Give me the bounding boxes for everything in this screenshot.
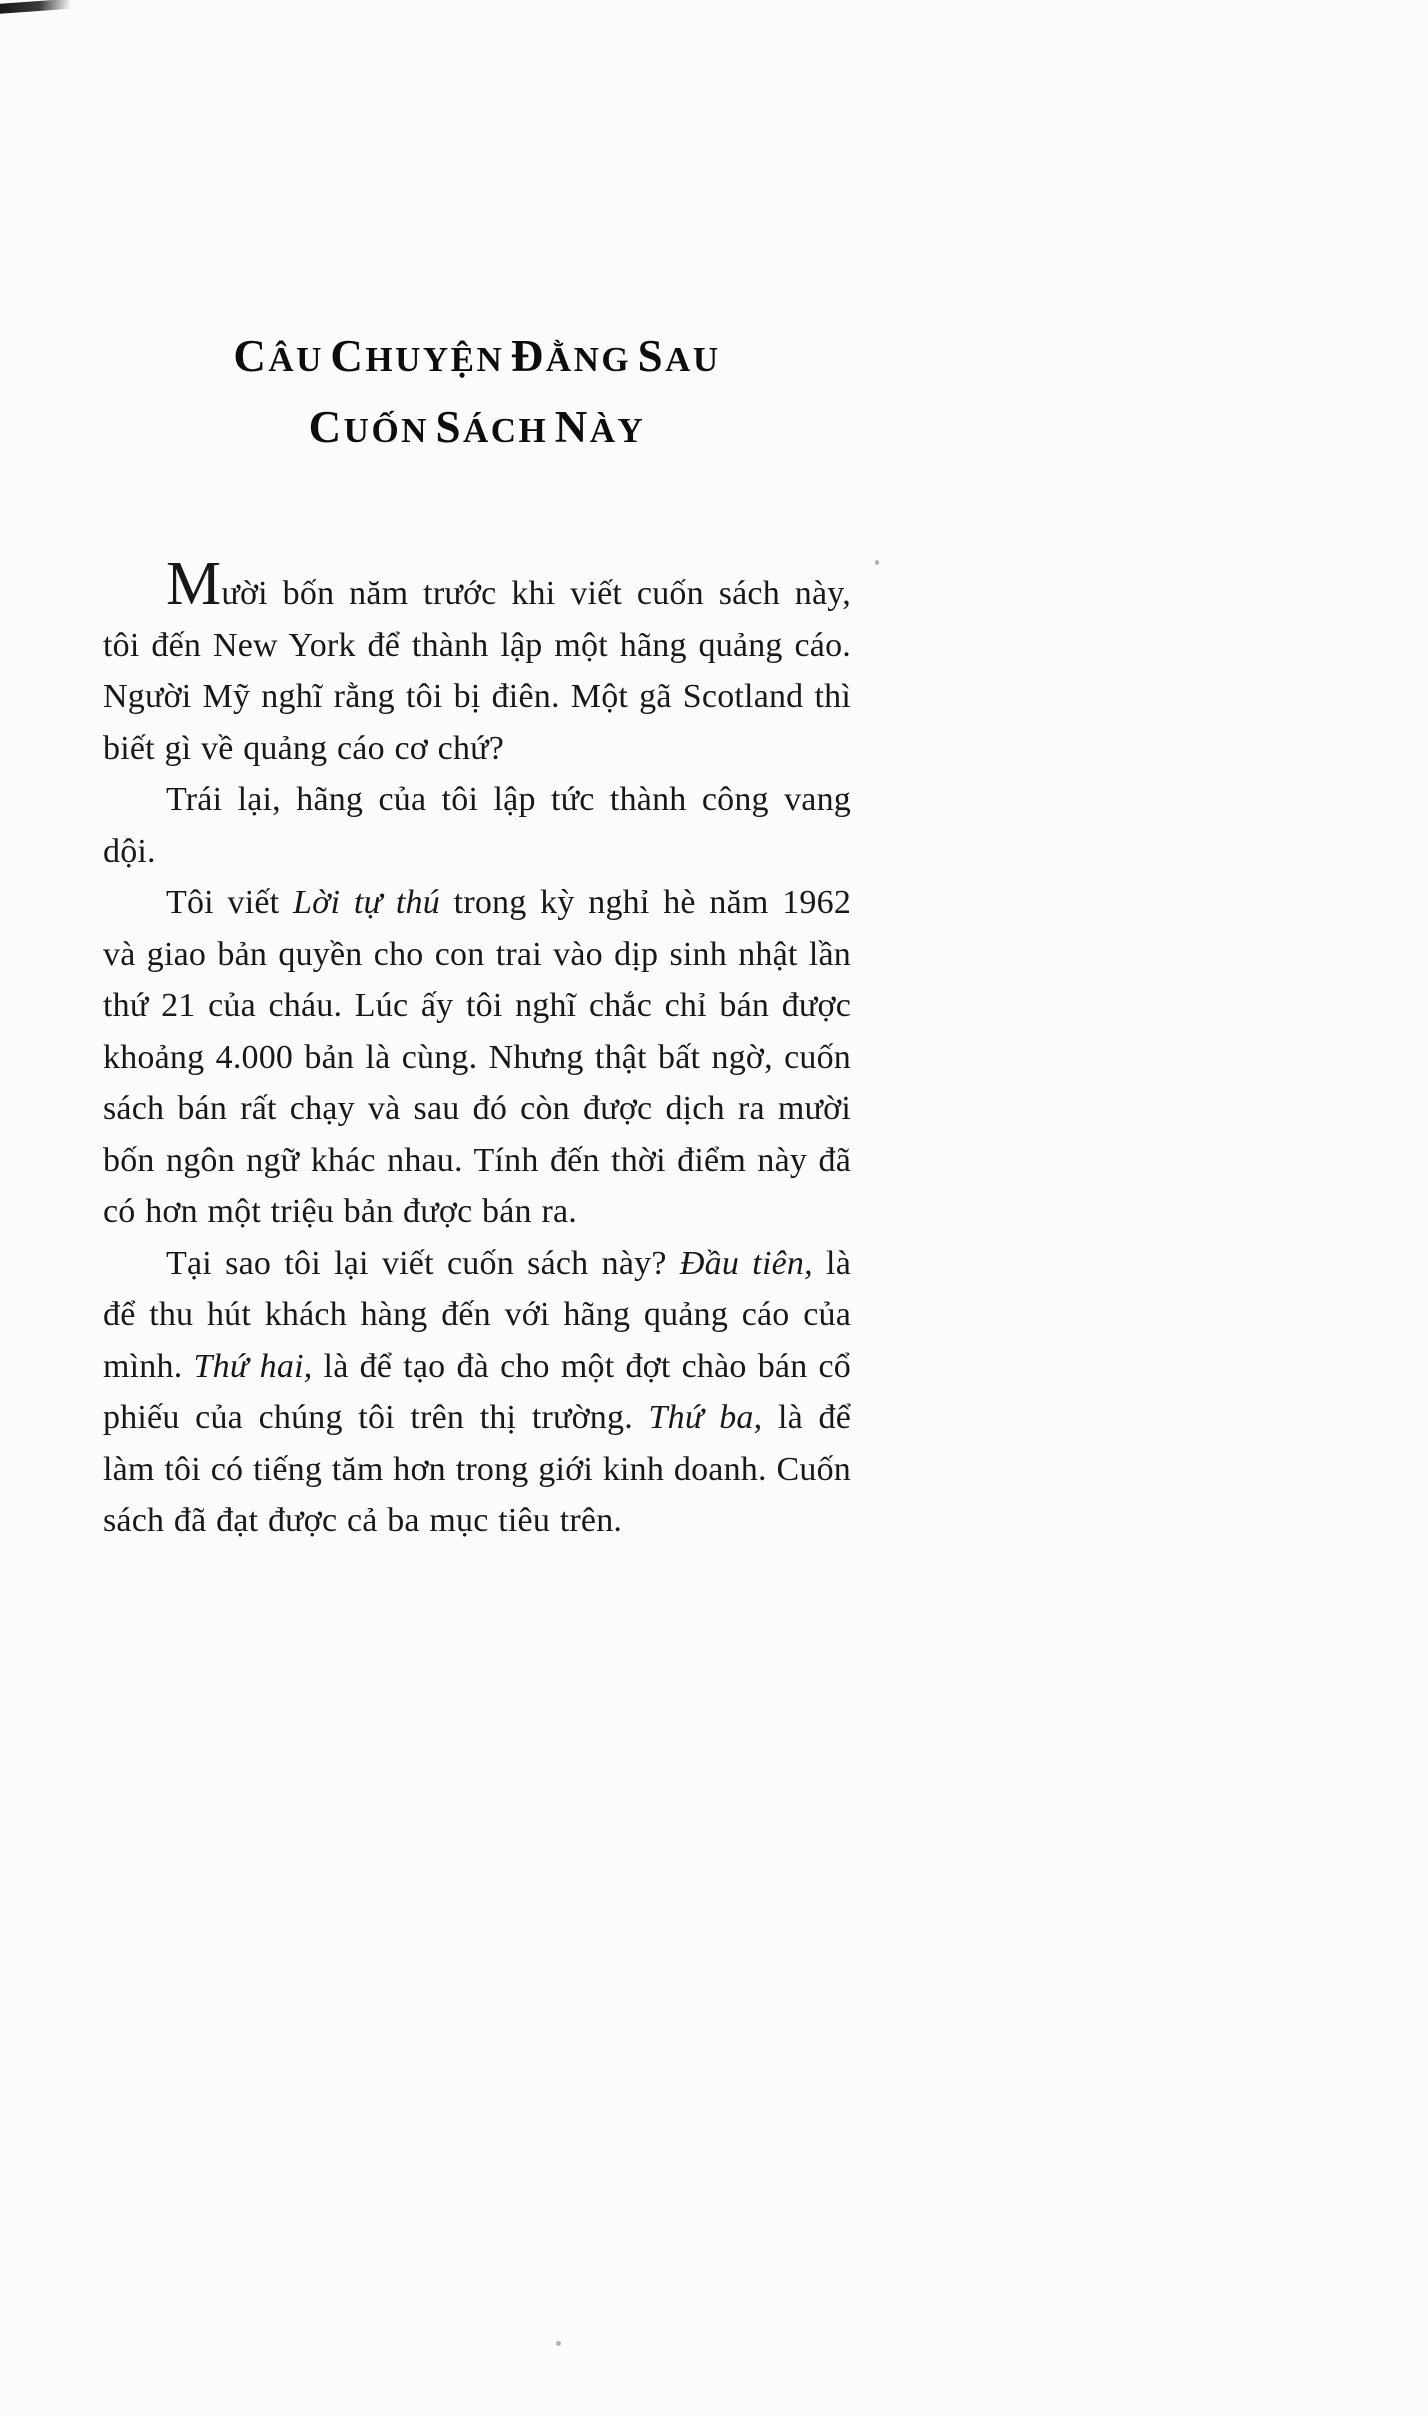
paragraph <box>103 550 851 774</box>
chapter-title <box>103 326 851 468</box>
chapter-title-line-1: CÂU CHUYỆN ĐẰNG SAU <box>233 331 721 381</box>
text-run: Trái lại, hãng của tôi lập tức thành công vang dội. <box>103 781 851 870</box>
paragraph <box>103 1238 851 1547</box>
chapter-title-line-2: CUỐN SÁCH NÀY <box>308 402 646 452</box>
body-text <box>103 550 852 1547</box>
text-run: Tôi viết <box>166 884 294 921</box>
text-run: là để thu hút khách hàng đến với hãng quảng cáo của mình. <box>103 1244 851 1385</box>
italic-phrase: Thứ ba, <box>648 1399 763 1436</box>
italic-phrase: Thứ hai, <box>193 1347 313 1385</box>
text-run: là để làm tôi có tiếng tăm hơn trong giới kinh doanh. Cuốn sách đã đạt được cả ba mục tiêu trên. <box>103 1399 851 1539</box>
text-run: trong kỳ nghỉ hè năm 1962 và giao bản quyền cho con trai vào dịp sinh nhật lần thứ 21 của cháu. Lúc ấy tôi nghĩ chắc chỉ bán được khoảng 4.000 bản là cùng. Nhưng thật bất ngờ, cuốn sách bán rất chạy và sau đó còn được dịch ra mười bốn ngôn ngữ khác nhau. Tính đến thời điểm này đã có hơn một triệu bản được bán ra. <box>103 884 852 1230</box>
scan-speck <box>556 2341 561 2346</box>
italic-phrase: Đầu tiên, <box>679 1244 813 1282</box>
drop-cap: M <box>166 550 222 618</box>
text-run: là để tạo đà cho một đợt chào bán cổ phiếu của chúng tôi trên thị trường. <box>103 1347 852 1436</box>
scan-edge-artifact <box>0 0 75 14</box>
paragraph <box>103 774 851 877</box>
text-run: ười bốn năm trước khi viết cuốn sách này, tôi đến New York để thành lập một hãng quảng cáo. Người Mỹ nghĩ rằng tôi bị điên. Một gã Scotland thì biết gì về quảng cáo cơ chứ? <box>103 575 851 767</box>
text-run: Tại sao tôi lại viết cuốn sách này? <box>166 1244 680 1282</box>
scan-speck <box>875 560 879 565</box>
paragraph <box>103 877 851 1238</box>
italic-phrase: Lời tự thú <box>293 884 440 921</box>
